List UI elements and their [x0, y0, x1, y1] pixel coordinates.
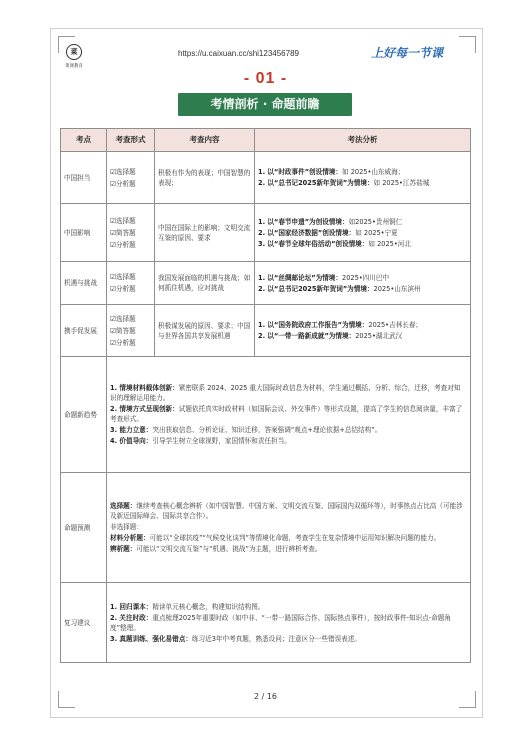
list-item-lead: 选择题： [110, 502, 137, 510]
analysis-item-text: 如 2025•江苏盐城 [373, 179, 430, 187]
list-item-lead: 3. 真题训练、强化易错点： [110, 634, 192, 643]
list-item-lead: 4. 价值导向： [110, 437, 153, 445]
list-item-text: 突出获取信息、分析论证、知识迁移，答案强调“观点+理论依据+总结结构”。 [152, 426, 382, 434]
analysis-item-text: 2025•四川巴中 [342, 273, 390, 282]
list-item-text: 继续考查核心概念辨析（如中国智慧、中国方案、文明交流互鉴、国际国内双循环等），时事热点占比高（可能涉及新近国际峰会、国际共享合作）。 [110, 502, 463, 520]
form-item: ☑简答题 [110, 326, 136, 335]
analysis-item-text: 如 2025•河北 [368, 239, 411, 248]
table-row [61, 204, 471, 262]
analysis-item [258, 273, 467, 283]
analysis-item-lead: 1. 以“春节申遗”为创设情境： [258, 217, 349, 226]
list-item [110, 404, 467, 424]
list-item [110, 613, 467, 633]
list-item [110, 425, 467, 435]
header-url[interactable]: https://u.caixuan.cc/shi123456789 [178, 49, 299, 58]
section-number: - 01 - [243, 70, 288, 87]
topic-analysis [255, 204, 471, 262]
list-item [110, 634, 467, 644]
table-row [61, 305, 471, 357]
analysis-item-lead: 1. 以“时政事件”创设情境： [258, 168, 342, 176]
table-row-trend [61, 357, 471, 473]
topic-content: 积极有作为的表现；中国智慧的表现； [155, 152, 255, 204]
list-item [110, 544, 467, 554]
topic-point: 机遇与挑战 [61, 262, 107, 305]
form-item: ☑分析题 [110, 338, 136, 347]
form-item: ☑选择题 [110, 273, 136, 281]
forecast-content [107, 473, 471, 583]
review-content [107, 583, 471, 663]
list-item-lead: 1. 情境材料载体创新： [110, 384, 179, 392]
analysis-item-lead: 2. 以“一带一路新成就”为情境： [258, 332, 356, 340]
analysis-item-text: 2025•吉林长春； [368, 321, 423, 329]
list-item-text: 紧密联系 2024、2025 重大国际时政信息为材料，学生通过概括、分析、综合，迁移，考查对知识的理解运用能力。 [110, 384, 461, 402]
analysis-item [258, 178, 467, 188]
topic-point: 中国影响 [61, 204, 107, 262]
analysis-item-lead: 3. 以“春节全球年俗活动”创设情境： [258, 239, 369, 248]
review-label: 复习建议 [61, 583, 107, 663]
analysis-item-lead: 1. 以“国务院政府工作报告”为情境： [258, 321, 369, 329]
form-item: ☑选择题 [110, 216, 136, 225]
topic-forms [107, 204, 155, 262]
topic-analysis [255, 262, 471, 305]
table-row [61, 262, 471, 305]
table-row-review [61, 583, 471, 663]
logo-text: 菜课教育 [64, 63, 83, 69]
header-cell-analysis: 考法分析 [255, 129, 471, 152]
list-item [110, 602, 467, 612]
list-item-text: 精读单元核心概念，构建知识结构图。 [152, 602, 265, 611]
list-item-lead: 3. 能力立意： [110, 426, 153, 434]
topic-content: 我国发展面临的机遇与挑战；如何抓住机遇，应对挑战 [155, 262, 255, 305]
list-item-text: 引导学生树立全球视野，家国情怀和责任担当。 [152, 437, 291, 445]
list-item-text: 非选择题： [110, 523, 143, 531]
list-item [110, 383, 467, 403]
analysis-item-text: 2025•湖北武汉 [355, 332, 403, 340]
topic-point: 中国担当 [61, 152, 107, 204]
topic-point: 携手促发展 [61, 305, 107, 357]
table-header-row [61, 129, 471, 152]
topic-forms [107, 262, 155, 305]
table-row-forecast [61, 473, 471, 583]
form-item: ☑简答题 [110, 228, 136, 237]
list-item-lead: 材料分析题： [110, 534, 150, 542]
list-item-lead: 1. 回归课本： [110, 602, 153, 611]
analysis-item [258, 239, 467, 249]
forecast-label: 命题预测 [61, 473, 107, 583]
section-title-banner: 考情剖析 · 命题前瞻 [178, 93, 352, 116]
list-item-lead: 辨析题： [110, 545, 137, 553]
header-cell-content: 考查内容 [155, 129, 255, 152]
form-item: ☑选择题 [110, 167, 136, 176]
list-item-lead: 2. 关注时政： [110, 613, 153, 622]
topic-forms [107, 152, 155, 204]
page-number: 2 / 16 [253, 692, 278, 701]
list-item-lead: 2. 情境方式呈现创新： [110, 405, 179, 413]
list-item-text: 重点梳理2025年重要时政（如中非、“一带一路国际合作、国际热点事件），按时政事件-知识点-命题角度”整理。 [110, 613, 451, 632]
analysis-item [258, 217, 467, 227]
form-item: ☑选择题 [110, 314, 136, 323]
form-item: ☑分析题 [110, 285, 136, 293]
list-item [110, 501, 467, 521]
list-item [110, 533, 467, 543]
analysis-item-text: 如2025•贵州铜仁 [348, 217, 403, 226]
list-item-text: 练习近3年中考真题，熟悉设问；注意区分一些错误表述。 [191, 634, 361, 643]
list-item-text: 可能以“文明交流互鉴”与“机遇、挑战”为主题，进行辨析考查。 [136, 545, 322, 553]
list-item-text: 试题依托真实时政材料（如国际会议、外交事件）等形式设置，提高了学生的信息阅读量，丰富了考查形式。 [110, 405, 463, 423]
analysis-item [258, 228, 467, 238]
list-item [110, 522, 467, 532]
topic-forms [107, 305, 155, 357]
trend-content [107, 357, 471, 473]
analysis-item [258, 320, 467, 330]
analysis-item [258, 284, 467, 294]
logo-icon: 菜 [66, 44, 82, 60]
analysis-item-lead: 2. 以“总书记2025新年贺词”为情境： [258, 179, 374, 187]
analysis-item-lead: 2. 以“总书记2025新年贺词”为情境： [258, 284, 374, 293]
analysis-item-lead: 1. 以“丝绸邮论坛”为情境： [258, 273, 342, 282]
list-item [110, 436, 467, 446]
form-item: ☑分析题 [110, 179, 136, 188]
header-slogan: 上好每一节课 [371, 46, 444, 60]
analysis-item-text: 如 2025•山东威海； [342, 168, 405, 176]
topic-analysis [255, 152, 471, 204]
brand-logo [60, 44, 88, 69]
analysis-item-text: 2025•山东滨州 [373, 284, 421, 293]
header-cell-point: 考点 [61, 129, 107, 152]
analysis-item [258, 331, 467, 341]
analysis-item-text: 如 2025•宁夏 [355, 228, 398, 237]
header-cell-form: 考查形式 [107, 129, 155, 152]
exam-analysis-table [60, 128, 471, 663]
crop-mark-top-right [459, 36, 476, 53]
topic-content: 中国在国际上的影响；文明交流互鉴的原因、要求 [155, 204, 255, 262]
form-item: ☑分析题 [110, 240, 136, 249]
trend-label: 命题新趋势 [61, 357, 107, 473]
table-row [61, 152, 471, 204]
topic-content: 积极谋发展的原因、要求；中国与世界各国共享发展机遇 [155, 305, 255, 357]
analysis-item [258, 167, 467, 177]
topic-analysis [255, 305, 471, 357]
list-item-text: 可能以“全球抗疫”“气候变化谈判”等情境化命题，考查学生在复杂情境中运用知识解决问题的能力。 [149, 534, 441, 542]
analysis-item-lead: 2. 以“国家经济数据”创设情境： [258, 228, 356, 237]
